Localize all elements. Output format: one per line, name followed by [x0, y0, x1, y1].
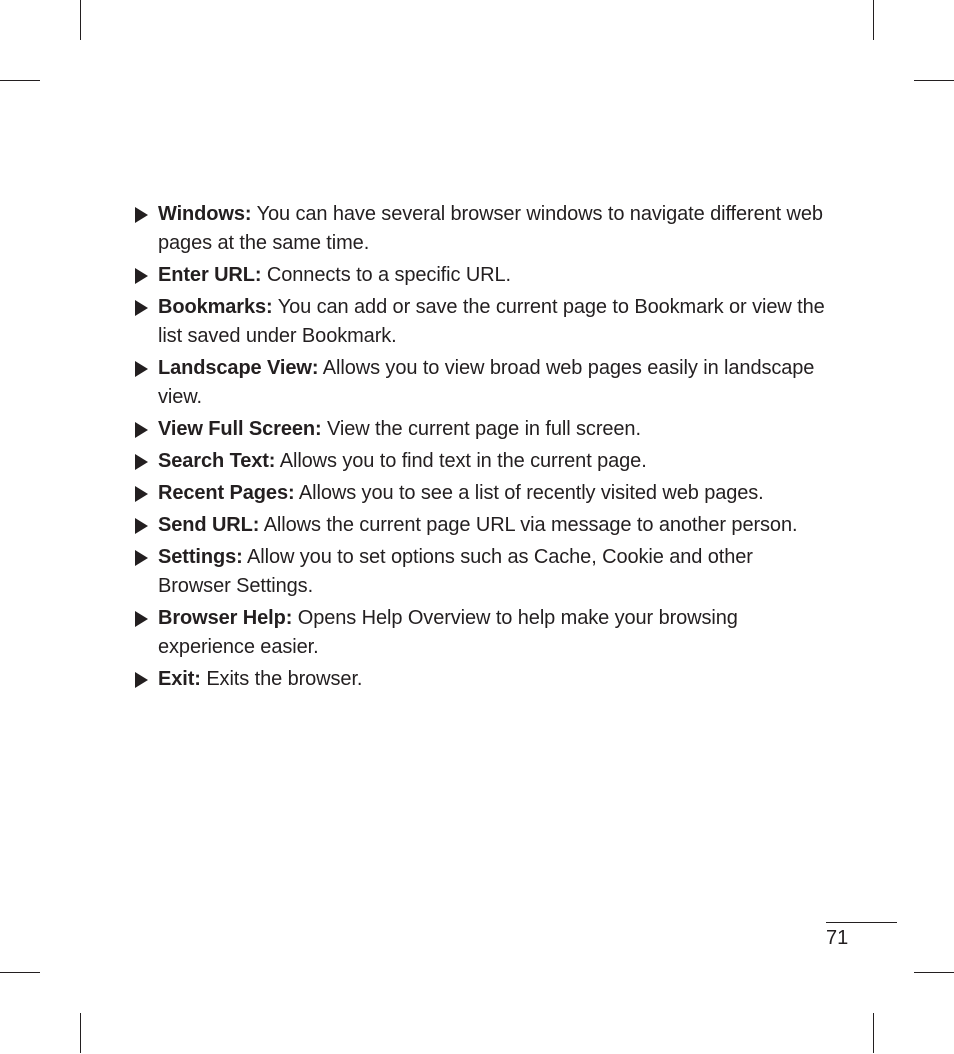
triangle-right-icon — [135, 611, 148, 627]
list-item-bookmarks — [135, 293, 825, 351]
item-description: Opens Help Overview to help make your browsing experience easier. — [158, 607, 738, 658]
item-term: View Full Screen: — [158, 418, 322, 440]
item-description: Exits the browser. — [206, 668, 363, 690]
item-description: Allows you to see a list of recently visited web pages. — [298, 482, 764, 504]
crop-mark-bottom-right-vertical — [873, 1013, 874, 1053]
list-item-browser-help — [135, 604, 825, 662]
item-term: Bookmarks: — [158, 296, 273, 318]
triangle-right-icon — [135, 550, 148, 566]
item-term: Browser Help: — [158, 607, 293, 629]
item-term: Landscape View: — [158, 357, 319, 379]
list-item-landscape-view — [135, 354, 825, 412]
crop-mark-top-left-horizontal — [0, 80, 40, 81]
page-number: 71 — [826, 927, 849, 949]
triangle-right-icon — [135, 422, 148, 438]
list-item-exit — [135, 665, 825, 694]
item-term: Enter URL: — [158, 264, 262, 286]
item-term: Windows: — [158, 203, 252, 225]
item-description: Connects to a specific URL. — [266, 264, 511, 286]
item-description: Allows you to view broad web pages easily in landscape view. — [158, 357, 815, 408]
item-description: Allow you to set options such as Cache, Cookie and other Browser Settings. — [158, 546, 753, 597]
triangle-right-icon — [135, 518, 148, 534]
triangle-right-icon — [135, 207, 148, 223]
crop-mark-top-right-horizontal — [914, 80, 954, 81]
crop-mark-bottom-left-horizontal — [0, 972, 40, 973]
item-term: Search Text: — [158, 450, 276, 472]
item-term: Recent Pages: — [158, 482, 295, 504]
item-description: View the current page in full screen. — [327, 418, 641, 440]
list-item-windows — [135, 200, 825, 258]
list-item-send-url — [135, 511, 825, 540]
crop-mark-bottom-left-vertical — [80, 1013, 81, 1053]
item-description: You can add or save the current page to Bookmark or view the list saved under Bookmark. — [158, 296, 825, 347]
item-term: Send URL: — [158, 514, 260, 536]
item-description: Allows the current page URL via message to another person. — [263, 514, 798, 536]
triangle-right-icon — [135, 454, 148, 470]
browser-menu-options-list — [135, 200, 825, 697]
list-item-settings — [135, 543, 825, 601]
triangle-right-icon — [135, 361, 148, 377]
crop-mark-bottom-right-horizontal — [914, 972, 954, 973]
item-description: Allows you to find text in the current page. — [279, 450, 647, 472]
list-item-search-text — [135, 447, 825, 476]
list-item-recent-pages — [135, 479, 825, 508]
page-number-rule — [826, 922, 897, 923]
crop-mark-top-left-vertical — [80, 0, 81, 40]
item-term: Exit: — [158, 668, 201, 690]
triangle-right-icon — [135, 268, 148, 284]
triangle-right-icon — [135, 300, 148, 316]
crop-mark-top-right-vertical — [873, 0, 874, 40]
item-description: You can have several browser windows to navigate different web pages at the same time. — [158, 203, 823, 254]
item-term: Settings: — [158, 546, 243, 568]
triangle-right-icon — [135, 486, 148, 502]
list-item-enter-url — [135, 261, 825, 290]
list-item-view-full-screen — [135, 415, 825, 444]
triangle-right-icon — [135, 672, 148, 688]
